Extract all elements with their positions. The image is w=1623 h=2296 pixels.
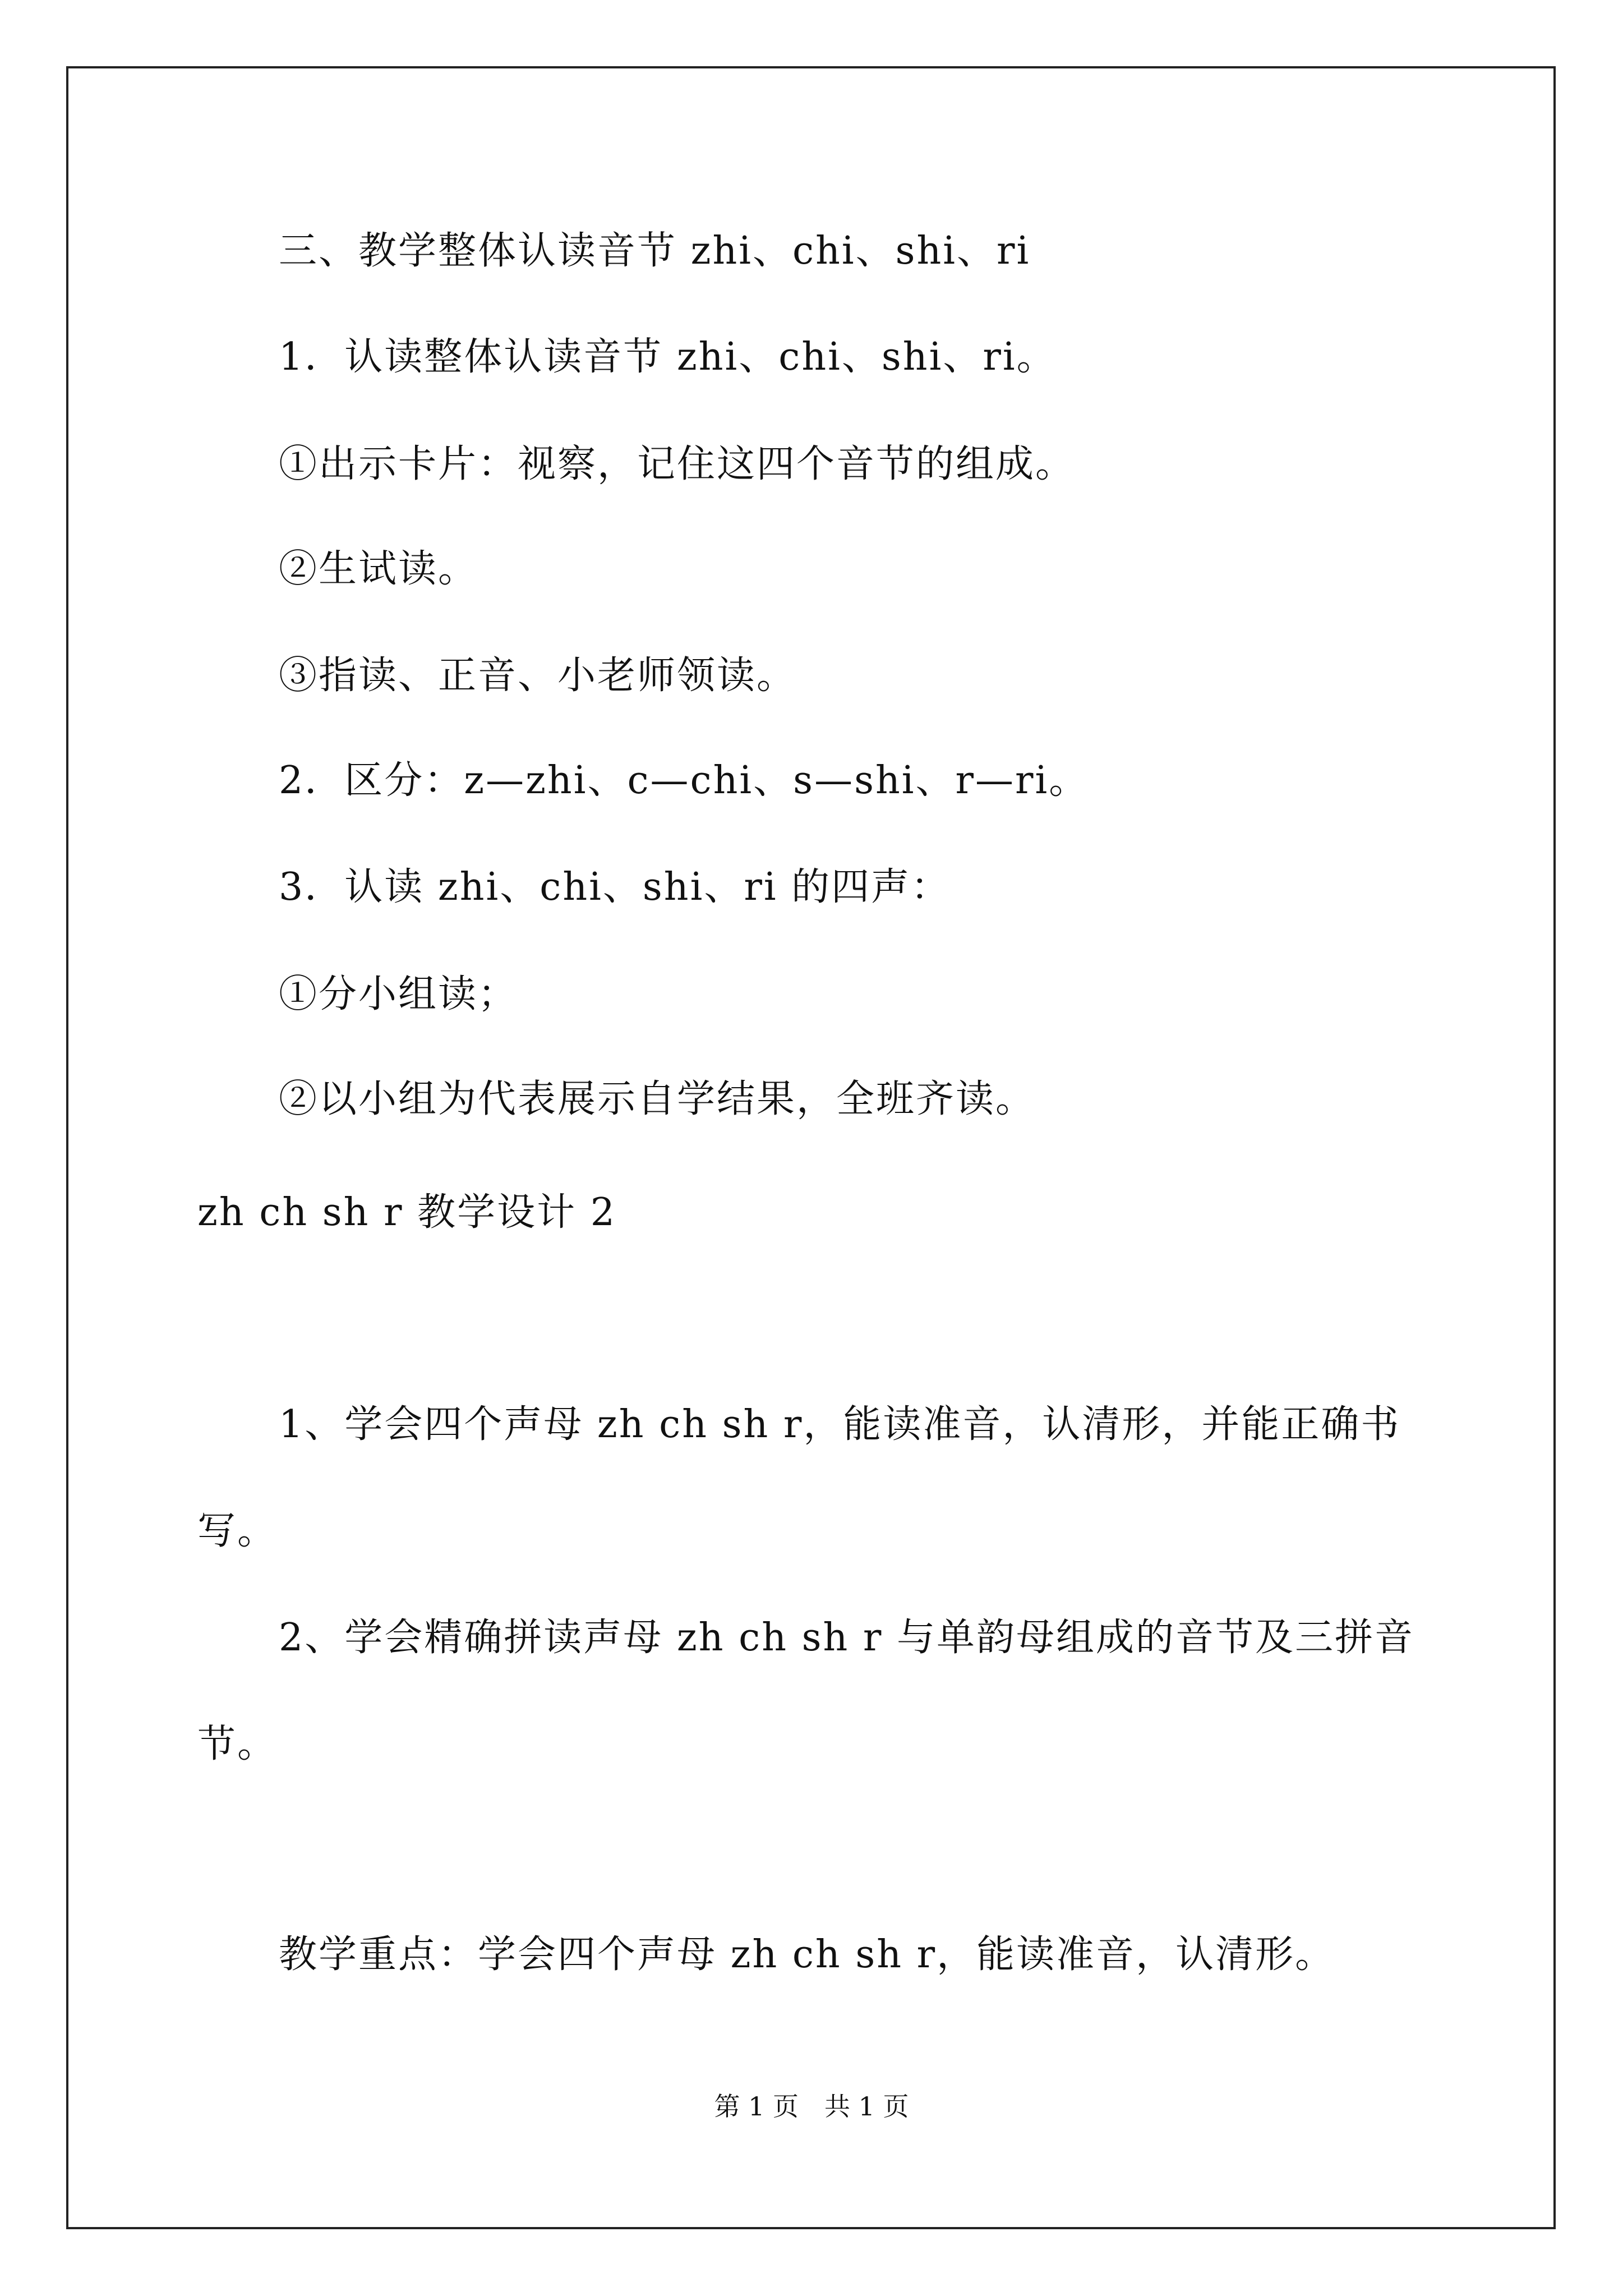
document-title-2: zh ch sh r 教学设计 2	[197, 1190, 617, 1235]
paragraph-line: ②生试读。	[279, 547, 478, 591]
paragraph-line: 3．认读 zhi、chi、shi、ri 的四声：	[279, 865, 951, 909]
paragraph-line: 2．区分：z—zhi、c—chi、s—shi、r—ri。	[279, 758, 1089, 803]
paragraph-line: 2、学会精确拼读声母 zh ch sh r 与单韵母组成的音节及三拼音	[279, 1616, 1415, 1660]
teaching-focus-line: 教学重点：学会四个声母 zh ch sh r，能读准音，认清形。	[279, 1932, 1335, 1977]
page-footer: 第 1 页 共 1 页	[714, 2091, 909, 2122]
paragraph-line: 写。	[197, 1509, 278, 1553]
paragraph-line: ③指读、正音、小老师领读。	[279, 654, 797, 698]
paragraph-line: 节。	[197, 1722, 278, 1766]
paragraph-line: 1、学会四个声母 zh ch sh r，能读准音，认清形，并能正确书	[279, 1402, 1401, 1447]
paragraph-line: 1．认读整体认读音节 zhi、chi、shi、ri。	[279, 335, 1057, 379]
section-heading-three: 三、教学整体认读音节 zhi、chi、shi、ri	[279, 229, 1031, 273]
paragraph-line: ②以小组为代表展示自学结果，全班齐读。	[279, 1077, 1036, 1121]
paragraph-line: ①出示卡片：视察，记住这四个音节的组成。	[279, 442, 1076, 486]
page-border	[66, 66, 1556, 2229]
paragraph-line: ①分小组读；	[279, 972, 518, 1016]
